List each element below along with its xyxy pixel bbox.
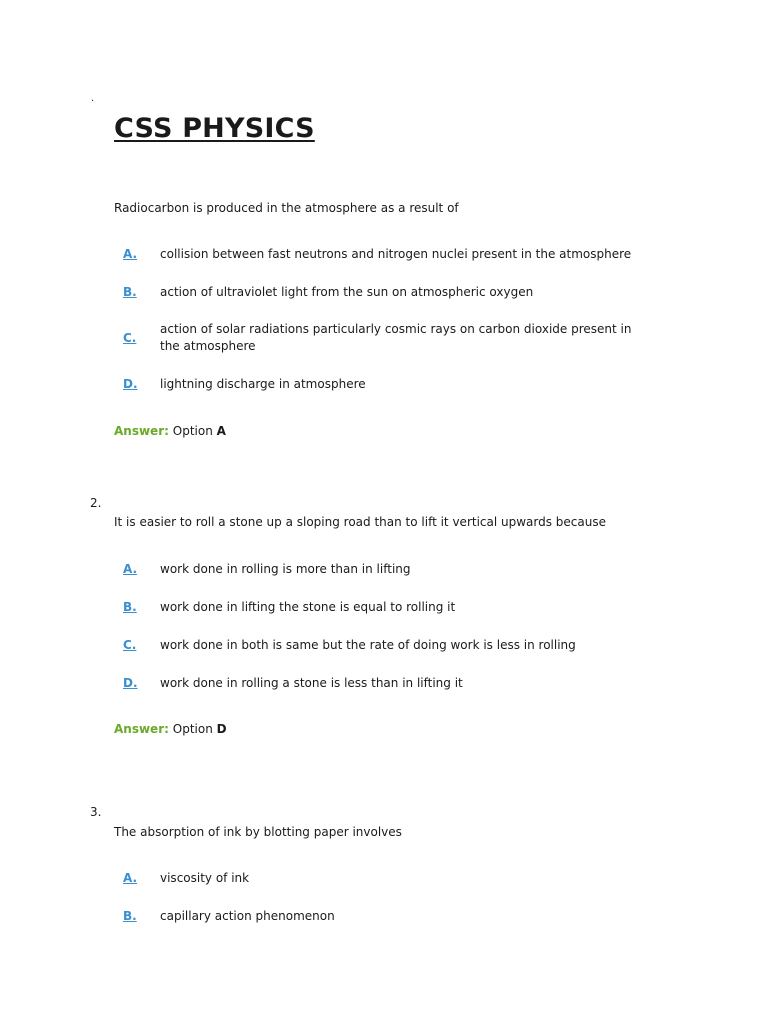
question-text: The absorption of ink by blotting paper involves bbox=[114, 825, 402, 839]
option-b-text: capillary action phenomenon bbox=[160, 909, 335, 923]
answer-prefix: Option bbox=[172, 722, 213, 736]
answer-value: D bbox=[216, 722, 227, 736]
answer-label: Answer: bbox=[114, 424, 169, 438]
answer-label: Answer: bbox=[114, 722, 169, 736]
answer-line bbox=[114, 423, 226, 439]
option-c-text: action of solar radiations particularly cosmic rays on carbon dioxide present in the atmosphere bbox=[160, 322, 632, 353]
answer-line bbox=[114, 721, 227, 737]
option-a-text: viscosity of ink bbox=[160, 871, 250, 885]
option-b-text: work done in lifting the stone is equal to rolling it bbox=[160, 600, 456, 614]
option-c-link[interactable]: C. bbox=[123, 331, 137, 345]
option-b-link[interactable]: B. bbox=[123, 600, 137, 614]
answer-prefix: Option bbox=[172, 424, 213, 438]
option-d-link[interactable]: D. bbox=[123, 676, 138, 690]
question-text: It is easier to roll a stone up a sloping road than to lift it vertical upwards because bbox=[114, 515, 606, 529]
page-title: CSS PHYSICS bbox=[114, 113, 315, 144]
answer-value: A bbox=[216, 424, 226, 438]
option-a-link[interactable]: A. bbox=[123, 562, 138, 576]
option-c-link[interactable]: C. bbox=[123, 638, 137, 652]
header-dot: . bbox=[91, 93, 95, 104]
option-a-link[interactable]: A. bbox=[123, 247, 138, 261]
option-d-text: work done in rolling a stone is less than in lifting it bbox=[160, 676, 463, 690]
option-c-text: work done in both is same but the rate of doing work is less in rolling bbox=[160, 638, 576, 652]
option-d-text: lightning discharge in atmosphere bbox=[160, 377, 366, 391]
option-a-text: collision between fast neutrons and nitrogen nuclei present in the atmosphere bbox=[160, 247, 632, 261]
option-a-link[interactable]: A. bbox=[123, 871, 138, 885]
question-text: Radiocarbon is produced in the atmosphere as a result of bbox=[114, 201, 459, 215]
option-a-text: work done in rolling is more than in lifting bbox=[160, 562, 411, 576]
question-number: 3. bbox=[90, 805, 102, 819]
question-number: 2. bbox=[90, 496, 102, 510]
option-b-link[interactable]: B. bbox=[123, 909, 137, 923]
option-b-text: action of ultraviolet light from the sun on atmospheric oxygen bbox=[160, 285, 534, 299]
option-d-link[interactable]: D. bbox=[123, 377, 138, 391]
option-b-link[interactable]: B. bbox=[123, 285, 137, 299]
